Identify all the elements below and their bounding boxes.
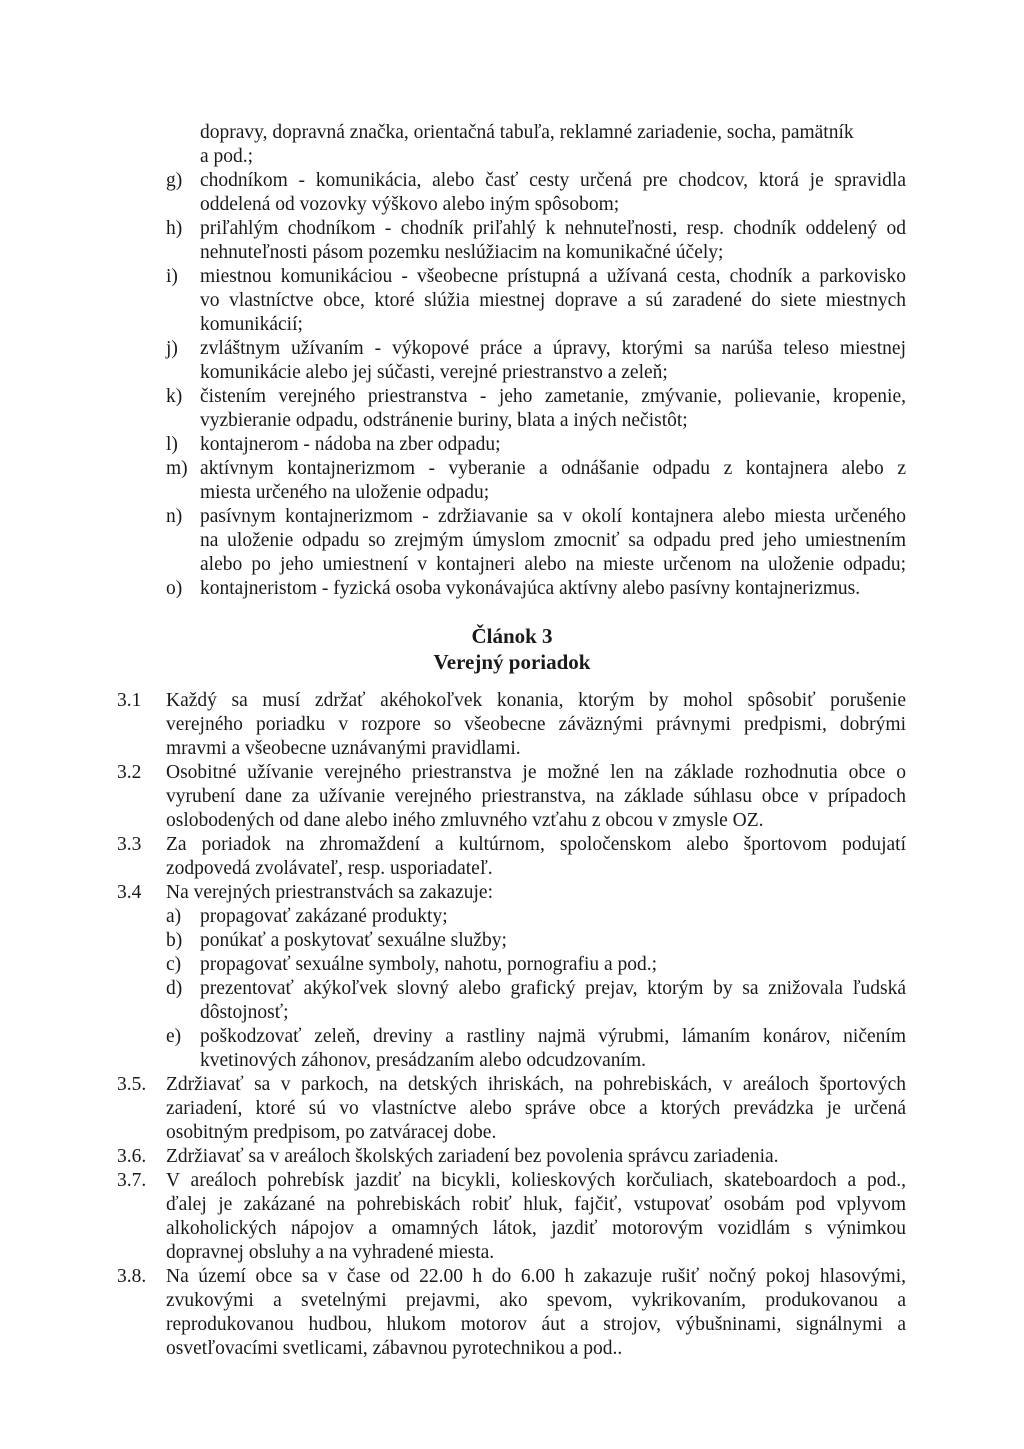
- list-item-line: kontajnerom - nádoba na zber odpadu;: [200, 434, 501, 455]
- section-line: Osobitné užívanie verejného priestranstva je možné len na základe rozhodnutia obce o: [166, 762, 906, 783]
- list-item-line: na uloženie odpadu so zrejmým úmyslom zmocniť sa odpadu pred jeho umiestnením: [200, 530, 906, 551]
- section-line: Zdržiavať sa v areáloch školských zariadení bez povolenia správcu zariadenia.: [166, 1146, 779, 1167]
- list-item-label: l): [166, 434, 178, 455]
- list-item-label: i): [166, 266, 178, 287]
- list-item-label: h): [166, 218, 183, 239]
- list-item-line: dôstojnosť;: [200, 1002, 289, 1023]
- list-item-line: vo vlastníctve obce, ktoré slúžia miestnej doprave a sú zaradené do siete miestnych: [200, 290, 906, 311]
- section-line: osvetľovacími svetlicami, zábavnou pyrotechnikou a pod..: [166, 1338, 623, 1359]
- list-item-label: d): [166, 978, 183, 999]
- list-item-line: miestnou komunikáciou - všeobecne prístupná a užívaná cesta, chodník a parkovisko: [200, 266, 906, 287]
- list-item-line: ponúkať a poskytovať sexuálne služby;: [200, 930, 507, 951]
- list-item-line: komunikácie alebo jej súčasti, verejné priestranstvo a zeleň;: [200, 362, 668, 383]
- section-line: Zdržiavať sa v parkoch, na detských ihriskách, na pohrebiskách, v areáloch športových: [166, 1074, 906, 1095]
- list-item-line: čistením verejného priestranstva - jeho zametanie, zmývanie, polievanie, kropenie,: [200, 386, 906, 407]
- list-item-line: prezentovať akýkoľvek slovný alebo grafický prejav, ktorým by sa znižovala ľudská: [200, 978, 906, 999]
- list-item-line: chodníkom - komunikácia, alebo časť cesty určená pre chodcov, ktorá je spravidla: [200, 170, 906, 191]
- section-line: ďalej je zakázané na pohrebiskách robiť hluk, fajčiť, vstupovať osobám pod vplyvom: [166, 1194, 906, 1215]
- list-item-label: b): [166, 930, 183, 951]
- section-line: zvukovými a svetelnými prejavmi, ako spevom, vykrikovaním, produkovanou a: [166, 1290, 906, 1311]
- section-number: 3.1: [117, 690, 142, 711]
- list-item-label: g): [166, 170, 183, 191]
- list-item-line: nehnuteľnosti pásom pozemku neslúžiacim na komunikačné účely;: [200, 242, 724, 263]
- list-item-line: aktívnym kontajnerizmom - vyberanie a odnášanie odpadu z kontajnera alebo z: [200, 458, 906, 479]
- article-number: Článok 3: [471, 624, 553, 648]
- list-item-label: o): [166, 578, 183, 599]
- section-line: mravmi a všeobecne uznávanými pravidlami.: [166, 738, 521, 759]
- list-item-line: kontajneristom - fyzická osoba vykonávajúca aktívny alebo pasívny kontajnerizmus.: [200, 578, 861, 599]
- section-line: reprodukovanou hudbou, hlukom motorov áut a strojov, výbušninami, signálnymi a: [166, 1314, 906, 1335]
- list-item-line: alebo po jeho umiestnení v kontajneri alebo na mieste určenom na uloženie odpadu;: [200, 554, 906, 575]
- list-item-line: oddelená od vozovky výškovo alebo iným spôsobom;: [200, 194, 620, 215]
- list-item-line: propagovať sexuálne symboly, nahotu, pornografiu a pod.;: [200, 954, 658, 975]
- section-line: osobitným predpisom, po zatváracej dobe.: [166, 1122, 497, 1143]
- section-line: V areáloch pohrebísk jazdiť na bicykli, kolieskových korčuliach, skateboardoch a pod.,: [166, 1170, 906, 1191]
- list-item-label: c): [166, 954, 182, 975]
- article-title: Verejný poriadok: [433, 650, 591, 674]
- section-number: 3.3: [117, 834, 142, 855]
- list-item-label: k): [166, 386, 183, 407]
- section-number: 3.5.: [117, 1074, 147, 1095]
- section-line: zariadení, ktoré sú vo vlastníctve alebo správe obce a ktorých prevádzka je určená: [166, 1098, 906, 1119]
- list-item-line: zvláštnym užívaním - výkopové práce a úpravy, ktorými sa narúša teleso miestnej: [200, 338, 906, 359]
- section-line: Každý sa musí zdržať akéhokoľvek konania, ktorým by mohol spôsobiť porušenie: [166, 690, 906, 711]
- section-line: verejného poriadku v rozpore so všeobecne záväznými právnymi predpismi, dobrými: [166, 714, 906, 735]
- list-item-line: kvetinových záhonov, presádzaním alebo odcudzovaním.: [200, 1050, 647, 1071]
- list-item-line: pasívnym kontajnerizmom - zdržiavanie sa v okolí kontajnera alebo miesta určeného: [200, 506, 906, 527]
- section-line: dopravnej obsluhy a na vyhradené miesta.: [166, 1242, 495, 1263]
- list-item-line: poškodzovať zeleň, dreviny a rastliny najmä výrubmi, lámaním konárov, ničením: [200, 1026, 906, 1047]
- list-item-line: priľahlým chodníkom - chodník priľahlý k nehnuteľnosti, resp. chodník oddelený od: [200, 218, 906, 239]
- section-line: Na území obce sa v čase od 22.00 h do 6.00 h zakazuje rušiť nočný pokoj hlasovými,: [166, 1266, 906, 1287]
- section-line: oslobodených od dane alebo iného zmluvného vzťahu z obcou v zmysle OZ.: [166, 810, 764, 831]
- section-line: zodpovedá zvolávateľ, resp. usporiadateľ.: [166, 858, 493, 879]
- section-line: alkoholických nápojov a omamných látok, jazdiť motorovým vozidlám s výnimkou: [166, 1218, 906, 1239]
- section-line: vyrubení dane za užívanie verejného priestranstva, na základe súhlasu obce v prípadoch: [166, 786, 906, 807]
- list-item-label: m): [166, 458, 188, 479]
- list-item-label: a): [166, 906, 182, 927]
- section-line: Na verejných priestranstvách sa zakazuje:: [166, 882, 494, 903]
- list-item-label: n): [166, 506, 183, 527]
- section-number: 3.7.: [117, 1170, 147, 1191]
- section-number: 3.4: [117, 882, 142, 903]
- list-item-line: miesta určeného na uloženie odpadu;: [200, 482, 490, 503]
- list-item-line: komunikácií;: [200, 314, 303, 335]
- list-intro-line: a pod.;: [200, 146, 254, 167]
- section-number: 3.6.: [117, 1146, 147, 1167]
- list-item-line: propagovať zakázané produkty;: [200, 906, 448, 927]
- list-intro-line: dopravy, dopravná značka, orientačná tabuľa, reklamné zariadenie, socha, pamätník: [200, 122, 854, 143]
- list-item-label: j): [166, 338, 178, 359]
- section-number: 3.8.: [117, 1266, 147, 1287]
- section-line: Za poriadok na zhromaždení a kultúrnom, spoločenskom alebo športovom podujatí: [166, 834, 906, 855]
- list-item-label: e): [166, 1026, 182, 1047]
- list-item-line: vyzbieranie odpadu, odstránenie buriny, blata a iných nečistôt;: [200, 410, 688, 431]
- section-number: 3.2: [117, 762, 142, 783]
